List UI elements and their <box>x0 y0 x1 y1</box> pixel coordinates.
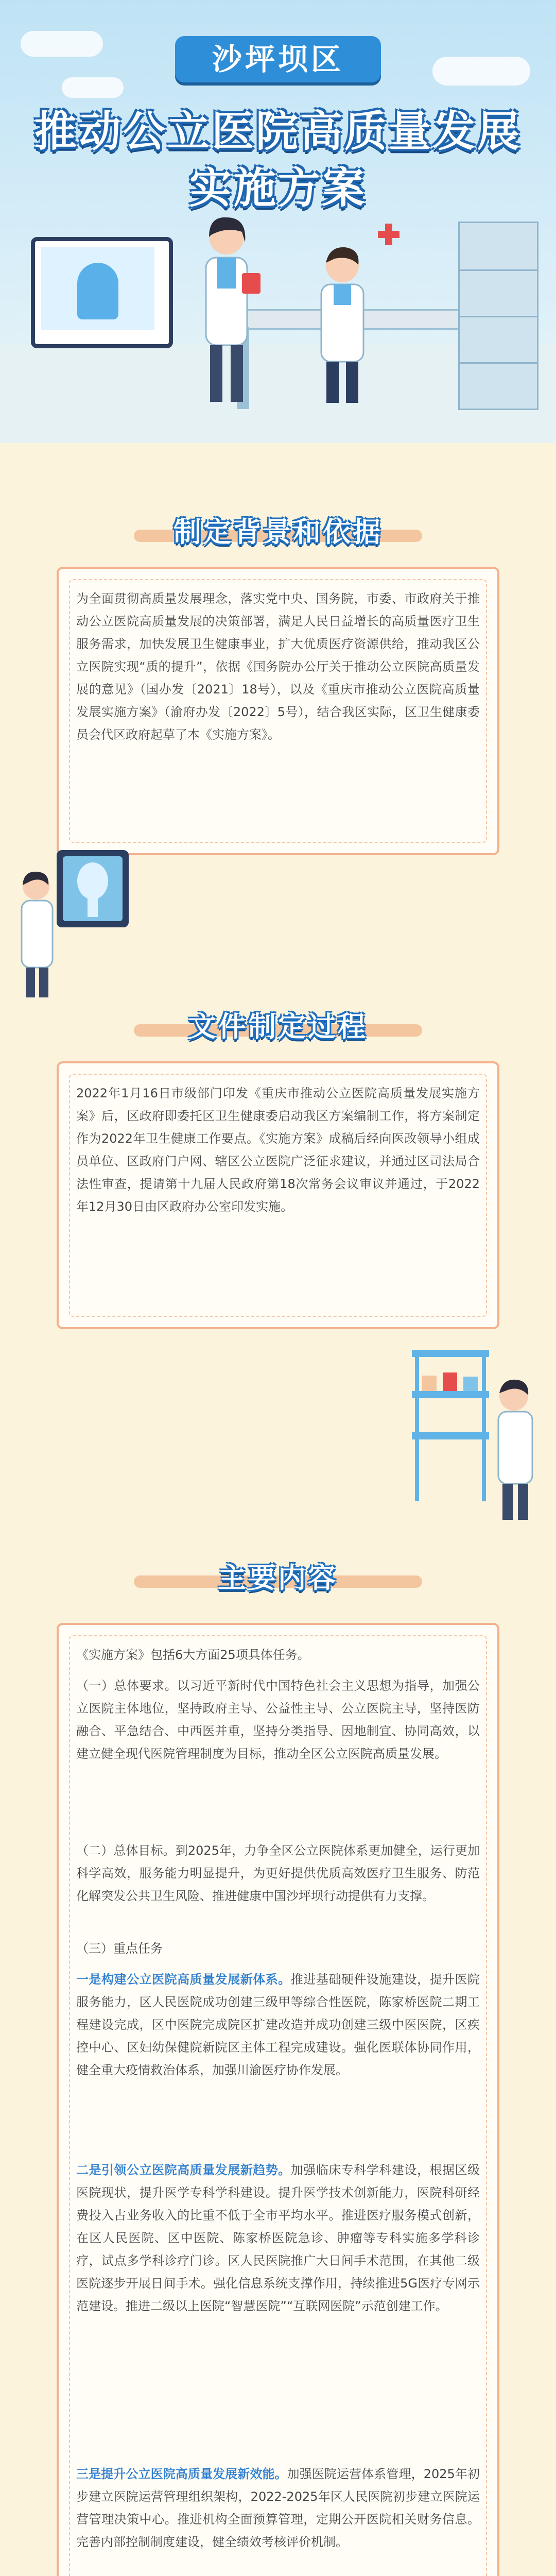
section-title-content: 主要内容 <box>218 1562 338 1594</box>
task-item <box>76 1968 480 2081</box>
cloud-decoration <box>432 57 530 86</box>
cloud-decoration <box>21 31 103 57</box>
task-body: 加强临床专科学科建设，根据区级医院现状，提升医学专科学科建设。提升医学技术创新能力，医院科研经费投入占业务收入的比重不低于全市平均水平。推进医疗服务模式创新，在区人民医院、区中医院、陈家桥医院急诊、肿瘤等专科实施多学科诊疗，试点多学科诊疗门诊。区人民医院推广大日间手术范围，在其他二级医院逐步开展日间手术。强化信息系统支撑作用，持续推进5G医疗专网示范建设。推进二级以上医院“智慧医院”“互联网医院”示范创建工作。 <box>76 2163 480 2313</box>
red-cross-icon <box>376 222 402 247</box>
section-title-background: 制定背景和依据 <box>173 516 383 548</box>
process-paragraph: 2022年1月16日市级部门印发《重庆市推动公立医院高质量发展实施方案》后，区政府即委托区卫生健康委启动我区方案编制工作，将方案制定作为2022年卫生健康工作要点。《实施方案》成稿后经向医改领导小组成员单位、区政府门户网、辖区公立医院广泛征求建议，并通过区司法局合法性审查，提请第十九届人民政府第18次常务会议审议并通过，于2022年12月30日由区政府办公室印发实施。 <box>76 1086 480 1214</box>
male-doctor-illustration <box>304 242 381 407</box>
task-lead: 三是提升公立医院高质量发展新效能。 <box>76 2467 287 2481</box>
doctor-avatar-icon <box>77 263 118 319</box>
task-body: 加强医院运营体系管理，2025年初步建立医院运营管理组织架构，2022-2025年区人民医院初步建立医院运营管理决策中心。推进机构全面预算管理，定期公开医院相关财务信息。完善内部控制制度建设，健全绩效考核评价机制。 <box>76 2467 480 2549</box>
content-general-goals: （二）总体目标。到2025年，力争全区公立医院体系更加健全，运行更加科学高效，服务能力明显提升，为更好提供优质高效医疗卫生服务、防范化解突发公共卫生风险、推进健康中国沙坪坝行动提供有力支撑。 <box>76 1843 480 1903</box>
section-box-content <box>57 1623 499 2576</box>
page-title: 推动公立医院高质量发展 <box>34 107 522 156</box>
task-item <box>76 2159 480 2317</box>
content-general-requirements: （一）总体要求。以习近平新时代中国特色社会主义思想为指导，加强公立医院主体地位，坚持政府主导、公益性主导、公立医院主导，坚持医防融合、平急结合、中西医并重，坚持分类指导、因地制宜、协同高效，以建立健全现代医院管理制度为目标，推动全区公立医院高质量发展。 <box>76 1679 480 1761</box>
task-item <box>76 2463 480 2553</box>
page-subtitle: 实施方案 <box>189 164 367 213</box>
female-doctor-illustration <box>190 211 263 407</box>
monitor-illustration <box>31 237 173 348</box>
task-lead: 二是引领公立医院高质量发展新趋势。 <box>76 2163 291 2177</box>
content-intro: 《实施方案》包括6大方面25项具体任务。 <box>76 1648 310 1662</box>
district-badge: 沙坪坝区 <box>175 36 381 82</box>
nurse-cart-illustration <box>402 1329 546 1525</box>
task-lead: 一是构建公立医院高质量发展新体系。 <box>76 1972 291 1987</box>
background-paragraph: 为全面贯彻高质量发展理念，落实党中央、国务院，市委、市政府关于推动公立医院高质量发展的决策部署，满足人民日益增长的高质量医疗卫生服务需求，加快发展卫生健康事业，扩大优质医疗资源供给，推动我区公立医院实现“质的提升”，依据《国务院办公厅关于推动公立医院高质量发展的意见》（国办发〔2021〕18号），以及《重庆市推动公立医院高质量发展实施方案》（渝府办发〔2022〕5号），结合我区实际，区卫生健康委员会代区政府起草了本《实施方案》。 <box>76 591 480 742</box>
hero-banner <box>0 0 556 443</box>
cabinet-illustration <box>458 222 538 410</box>
cloud-decoration <box>62 77 124 98</box>
task-body: 推进基础硬件设施建设，提升医院服务能力，区人民医院成功创建三级甲等综合性医院，陈家桥医院二期工程建设完成，区中医院完成院区扩建改造并成功创建三级中医医院，区疾控中心、区妇幼保健院新院区主体工程完成建设。强化医联体协同作用，健全重大疫情救治体系，加强川渝医疗协作发展。 <box>76 1972 480 2077</box>
content-key-tasks-heading: （三）重点任务 <box>76 1941 163 1956</box>
xray-doctor-illustration <box>10 845 134 999</box>
section-title-process: 文件制定过程 <box>188 1010 368 1043</box>
